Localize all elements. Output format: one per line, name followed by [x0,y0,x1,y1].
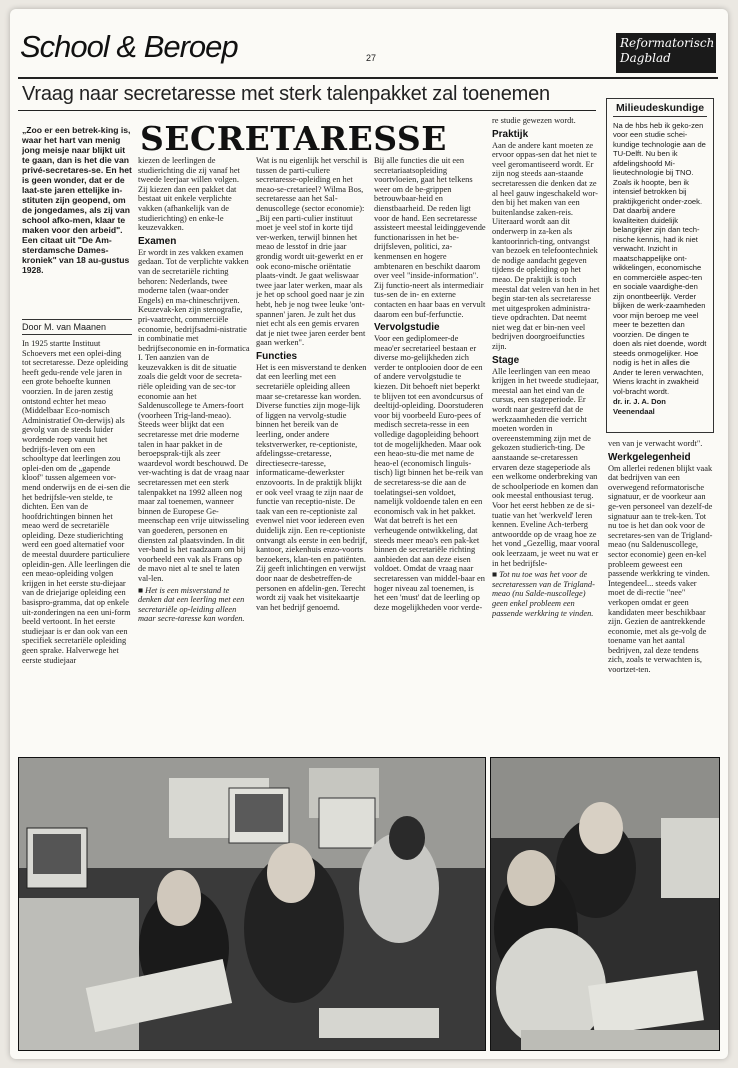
column-4 [374,156,486,756]
subhead-stage: Stage [492,354,520,366]
column-4-text-a: Bij alle functies die uit een secretariaatsopleiding voortvloeien, gaat het telkens weer om de be-grippen betrouwbaar-heid en dienstbaarheid. De reden ligt voor de hand. Een secretaresse assisteert meestal leidinggevende functionarissen in het be-drijfsleven, politici, za-kenmensen en hogere ambtenaren en beschikt daarom over veel "inside-information". Zij functio-neert als intermediair tus-sen de in- en externe contacten en haar baas en vervult daarom een buf-ferfunctie. [374,156,486,319]
column-3-text-a: Wat is nu eigenlijk het verschil is tussen de parti-culiere secretaresse-opleiding en het meao-se-cretarieel? Wilma Bos, secretaresse aan het Sal-denuscollege (sector economie): „Bij een parti-culier instituut moet je veel stof in korte tijd ver-werken, terwijl binnen het meao de lesstof in drie jaar grondig wordt uit-gewerkt en er ook econo-mische oriëntatie plaats-vindt. Je gaat weliswaar twee jaar later werken, maar als je het op school goed naar je zin hebt, heb je nog twee leuke 'ont-spannen' jaren. Je zult het dus niet echt als een gemis ervaren dat je niet twee jaren eerder bent gaan werken". [256,156,368,348]
header-rule [18,77,718,79]
column-1-text: In 1925 startte Instituut Schoevers met een oplei-ding tot secretaresse. Deze opleiding heeft gedu-rende vele jaren in een grote behoefte kunnen voorzien. In de jaren zestig ontstond echter het meao (Middelbaar Eco-nomisch Administratief On-derwijs) als gevolg van de steeds luider wordende roep vanuit het bedrijfs-leven om een schooltype dat leerlingen zou oplei-den om de „gapende kloof" tussen algemeen vor-mend onderwijs en de ei-sen die het bedrijfsle-ven stelde, te dichten. Een van de hoofdrichtingen binnen het meao werd de secretariële opleiding. Deze studierichting werd een goed alternatief voor de meestal duurdere particuliere opleidin-gen. Alle leerlingen die een meao-opleiding volgen krijgen in het eerste stu-diejaar van de driejarige opleiding een basispro-gramma, dat op enkele uit-zonderingen na een uni-form beeld vertoont. In het eerste studiejaar is er dan ook van een specifiek secretariële opleiding geen sprake. Halverwege het eerste studiejaar [22,339,131,665]
subhead-praktijk: Praktijk [492,128,529,140]
article-headline: Vraag naar secretaresse met sterk talenpakket zal toenemen [22,83,550,105]
pull-quote-2: ■ Tot nu toe was het voor de secretaressen van de Trigland-meao (nu Salde-nuscollege) geen enkel probleem een passende werkkring te vinden. [492,570,595,618]
photo-keyboard-image [491,758,719,1050]
column-1 [22,339,132,755]
column-3-text-b: Het is een misverstand te denken dat een leerling met een secretariële opleiding alleen maar se-cretaresse kan worden. Diverse functies zijn moge-lijk of liggen na vervolg-studie binnen het bereik van de leerling, onder andere tekstverwerker, re-ceptioniste, afdelingsse-cretaresse, directiesecre-taresse, informaticame-dewerkster enzovoorts. In de praktijk blijkt er ook veel vraag te zijn naar de functie van receptio-niste. De taak van een re-ceptioniste zal evenwel niet voor iedereen even duidelijk zijn. Een re-ceptioniste ontvangt als eerste in een bedrijf, kantoor, ziekenhuis enzo-voorts bezoekers, klan-ten en patiënten. Zij geeft inlichtingen en verwijst door naar de desbetreffen-de personen en afdelin-gen. Terecht wordt zij vaak het visitekaartje van het bedrijf genoemd. [256,362,368,612]
sidebar-rule [613,116,707,117]
subhead-functies: Functies [256,350,298,362]
column-4-text-b: Voor een gediplomeer-de meao'er secretarieel bestaan er diverse mo-gelijkheden zich verder te ontplooien door de een of andere vervolgstudie te kiezen. Dit behoeft niet beperkt te blijven tot een avondcursus of deeltijd-opleiding. Doorstuderen voor bij voorbeeld Euro-pees of medisch secreta-resse in een volledige dagopleiding behoort tot de mogelijkheden. Maar ook een heao-stu-die met name de heao-el (economisch linguïs-tisch) ligt binnen het be-reik van de secretaress-se die aan de toelatingsei-sen voldoet, namelijk voldoende talen en een economisch vak in het pakket. Wat dat betreft is het een verheugende ontwikkeling, dat steeds meer meao's een pak-ket binnen de secretariële richting aanbieden dat aan deze eisen voldoet. Omdat de vraag naar secretaressen van middel-baar en hoger niveau zal toenemen, is het een 'must' dat de leerling op deze mogelijkheden voor verde- [374,334,485,612]
page-number: 27 [366,53,377,63]
headline-rule [18,110,596,111]
column-2 [138,156,250,756]
column-5-text-c: Alle leerlingen van een meao krijgen in het tweede studiejaar, meestal aan het eind van de cursus, een stageperiode. Er wordt naar gestreefd dat de werkzaamheden die verricht moeten worden in overeenstemming zijn met de gekozen studierich-ting. De aanstaande se-cretaressen ervaren deze stageperiode als een welkome onderbreking van de schoolperiode en komen dan ook meestal enthousiast terug. Voor het eerst hebben ze de si-tuatie van het 'werkveld' leren kennen. Eveline Ach-terberg antwoordde op de vraag hoe ze het vond „Gezellig, maar vooral ook leerzaam, je weet nu wat er in het bedrijfsle- [492,366,600,568]
sidebar-signature: dr. ir. J. A. Don Veenendaal [613,397,666,416]
sidebar-title: Milieudeskundige [615,102,705,114]
column-5-text-a: re studie gewezen wordt. [492,116,576,125]
article-intro: „Zoo er een betrek-king is, waar het hart van menig jong meisje naar blijkt uit te gaan, dan is het die van privé-secretares-se. En het is geen wonder, dat er de laat-ste jaren ettelijke in-stituten zijn geopend, om de jongedames, als zij van school afko-men, klaar te maken voor den arbeid". Een citaat uit "De Am-sterdamsche Dames-kroniek" van 18 au-gustus 1928. [22,125,132,275]
sidebar-box [606,98,714,433]
newspaper-page [10,9,728,1059]
column-5 [492,116,600,756]
subhead-examen: Examen [138,235,177,247]
column-6 [608,439,714,759]
column-3 [256,156,368,756]
masthead-logo: Reformatorisch Dagblad [616,33,716,73]
byline: Door M. van Maanen [22,319,132,335]
column-6-text-a: ven van je verwacht wordt". [608,439,703,448]
subhead-werkgelegenheid: Werkgelegenheid [608,451,691,463]
article-title: SECRETARESSE [140,119,447,158]
section-title: School & Beroep [20,29,238,64]
subhead-vervolgstudie: Vervolgstudie [374,322,440,334]
pull-quote-1: ■ Het is een misverstand te denken dat een leerling met een secretariële op-leiding alleen maar secre-taresse kan worden. [138,585,245,624]
photo-keyboard [490,757,720,1051]
column-6-text-b: Om allerlei redenen blijkt vaak dat bedrijven van een overwegend reformatorische signatuur, er de voorkeur aan ge-ven personeel van dezelf-de signatuur aan te trek-ken. Tot nu toe is het dan ook voor de secretares-sen van de Trigland-meao (nu Saldenuscollege, sector economie) geen en-kel probleem geweest een passende werkkring te vinden. Integendeel... steeds vaker moet de di-rectie "nee" verkopen omdat er geen kandidaten meer beschikbaar zijn. Gezien de aantrekkende economie, met als ge-volg de toename van het aantal bedrijven, zal deze tendens zich, zoals te verwachten is, voortzet-ten. [608,463,713,675]
column-5-text-b: Aan de andere kant moeten ze ervoor oppas-sen dat het niet te veel geromantiseerd wordt. Er zijn nog steeds aan-staande secretaressen die denken dat ze al heel gauw ingeschakeld wor-den bij het maken van een buitenlandse zaken-reis. Uiteraard wordt aan dit onderwerp in za-ken als kantoorinrich-ting, ontvangst van bezoek en telefoontechniek de nodige aandacht gegeven tijdens de opleiding op het meao. De praktijk is toch meestal dat velen van hen in het begin star-ten als secretaresse met uitgesproken administra-tieve opdrachten. Dat neemt niet weg dat er bin-nen veel bedrijven doorgroeifuncties zijn. [492,140,600,352]
sidebar-text: Na de hbs heb ik geko-zen voor een studie schei-kundige technologie aan de TU-Delft. Nu ben ik afdelingshoofd Mi-lieutechnologie bij TNO. Zoals ik hoopte, ben ik intensief betrokken bij praktijkgericht onder-zoek. Dat daarbij andere kwaliteiten duidelijk belangrijker zijn dan tech-nische kennis, had ik niet verwacht. Inzicht in maatschappelijke ont-wikkelingen, economische en commerciële aspec-ten en sociale vaardighe-den zijn onontbeerlijk. Verder blijken de werk-zaamheden voor mijn beroep me veel meer te bezetten dan voorzien. De dingen te doen als niet doende, wordt steeds onmogelijker. Hoe nodig is het in alles die Ander te leren verwachten, Wiens kracht in zwakheid vol-bracht wordt. [613,120,707,396]
photo-classroom-image [19,758,485,1050]
photo-classroom [18,757,486,1051]
column-2-text-b: Er wordt in zes vakken examen gedaan. Tot de verplichte vakken van de secretariële richting behoren: Nederlands, twee moderne talen (waar-onder Engels) en ma-chineschrijven. Keuzevak-ken zijn stenografie, pri-vaatrecht, commerciële economie, bedrijfsadmi-nistratie in combinatie met bedrijfseconomie en in-formatica I. Ten aanzien van de keuzevakken is dit de situatie zoals die geldt voor de secreta-riële opleiding van de sec-tor economie aan het Saldenuscollege te Amers-foort (voorheen Trig-land-meao). Steeds weer blijkt dat een secretaresse met drie moderne talen in haar pakket in de beroepsprak-tijk als zeer waardevol wordt beschouwd. De ver-wachting is dat de vraag naar secretaressen met een sterk talenpakket na 1992 alleen nog maar zal toenemen, wanneer binnen de Europese Ge-meenschap een vrije uitwisseling van goederen, personen en diensten zal plaatsvinden. In dit ver-band is het raadzaam om bij voorbeeld een vak als Frans op de mavo niet al te snel te laten val-len. [138,247,250,583]
column-2-text-a: kiezen de leerlingen de studierichting die zij vanaf het tweede leerjaar willen volgen. Zij kiezen dan een pakket dat bestaat uit enkele verplichte vakken (afhankelijk van de studierichting) en enke-le keuzevakken. [138,156,240,233]
